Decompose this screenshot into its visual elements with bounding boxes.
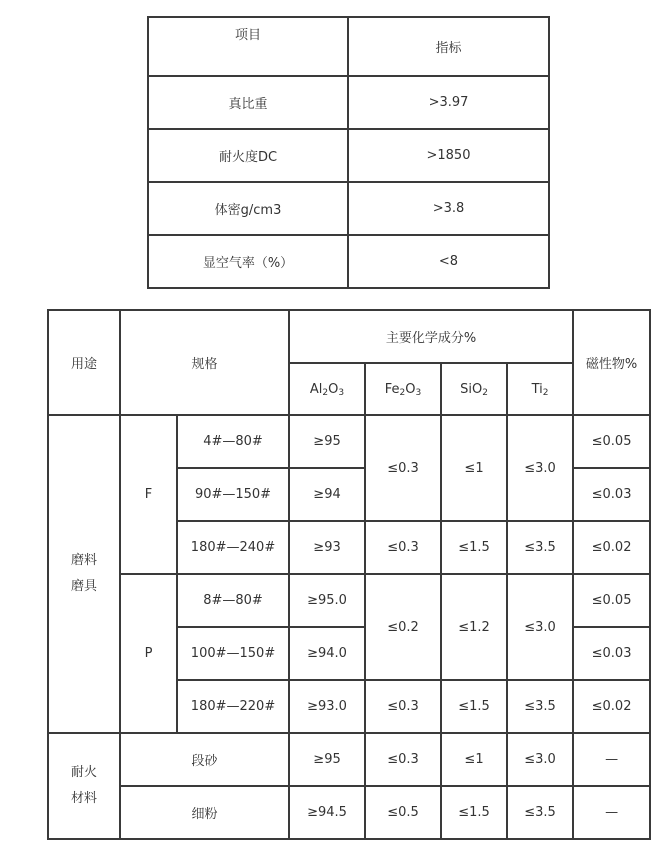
table-row xyxy=(148,182,549,235)
sio2-cell: ≤1.5 xyxy=(441,680,507,733)
size-cell: 180#—220# xyxy=(177,680,289,733)
property-name: 真比重 xyxy=(148,76,348,129)
property-value: >3.97 xyxy=(348,76,549,129)
table-row xyxy=(48,786,650,839)
property-value: >1850 xyxy=(348,129,549,182)
grade-f: F xyxy=(120,415,177,574)
fe2o3-cell: ≤0.3 xyxy=(365,415,441,521)
property-name: 体密g/cm3 xyxy=(148,182,348,235)
properties-table xyxy=(147,16,550,289)
fe2o3-cell: ≤0.3 xyxy=(365,521,441,574)
table-row xyxy=(148,235,549,288)
size-cell: 100#—150# xyxy=(177,627,289,680)
header-sio2: SiO$_2$ xyxy=(441,363,507,415)
al2o3-cell: ≥93 xyxy=(289,521,365,574)
magnetic-cell: — xyxy=(573,733,650,786)
size-cell: 8#—80# xyxy=(177,574,289,627)
magnetic-cell: ≤0.02 xyxy=(573,521,650,574)
magnetic-cell: ≤0.02 xyxy=(573,680,650,733)
property-value: >3.8 xyxy=(348,182,549,235)
ti2-cell: ≤3.5 xyxy=(507,680,573,733)
table-row xyxy=(48,415,650,468)
ti2-cell: ≤3.5 xyxy=(507,786,573,839)
header-fe2o3: $Fe_2O_3$ xyxy=(365,363,441,415)
table-row xyxy=(148,76,549,129)
al2o3-cell: ≥94.0 xyxy=(289,627,365,680)
al2o3-cell: ≥95.0 xyxy=(289,574,365,627)
ti2-cell: ≤3.0 xyxy=(507,415,573,521)
magnetic-cell: ≤0.05 xyxy=(573,574,650,627)
fe2o3-cell: ≤0.2 xyxy=(365,574,441,680)
spec-cell: 细粉 xyxy=(120,786,289,839)
fe2o3-cell: ≤0.3 xyxy=(365,733,441,786)
header-ti2: $Ti_2$ xyxy=(507,363,573,415)
header-item: 项目 xyxy=(148,17,348,76)
sio2-cell: ≤1.5 xyxy=(441,521,507,574)
al2o3-cell: ≥94.5 xyxy=(289,786,365,839)
al2o3-cell: ≥93.0 xyxy=(289,680,365,733)
al2o3-cell: ≥94 xyxy=(289,468,365,521)
table-row xyxy=(48,733,650,786)
al2o3-cell: ≥95 xyxy=(289,415,365,468)
fe2o3-cell: ≤0.3 xyxy=(365,680,441,733)
table-row xyxy=(48,574,650,627)
header-index: 指标 xyxy=(348,17,549,76)
magnetic-cell: ≤0.03 xyxy=(573,627,650,680)
header-usage: 用途 xyxy=(48,310,120,415)
ti2-cell: ≤3.0 xyxy=(507,574,573,680)
composition-table xyxy=(47,309,651,840)
table-row xyxy=(148,129,549,182)
size-cell: 90#—150# xyxy=(177,468,289,521)
magnetic-cell: ≤0.03 xyxy=(573,468,650,521)
sio2-cell: ≤1.5 xyxy=(441,786,507,839)
usage-refractory: 耐火 材料 xyxy=(48,733,120,839)
spec-cell: 段砂 xyxy=(120,733,289,786)
sio2-cell: ≤1 xyxy=(441,733,507,786)
grade-p: P xyxy=(120,574,177,733)
header-magnetic: 磁性物% xyxy=(573,310,650,415)
usage-abrasive: 磨料 磨具 xyxy=(48,415,120,733)
ti2-cell: ≤3.5 xyxy=(507,521,573,574)
table-row xyxy=(148,17,549,76)
size-cell: 4#—80# xyxy=(177,415,289,468)
ti2-cell: ≤3.0 xyxy=(507,733,573,786)
fe2o3-cell: ≤0.5 xyxy=(365,786,441,839)
sio2-cell: ≤1.2 xyxy=(441,574,507,680)
sio2-cell: ≤1 xyxy=(441,415,507,521)
header-composition: 主要化学成分% xyxy=(289,310,573,363)
property-name: 耐火度DC xyxy=(148,129,348,182)
al2o3-cell: ≥95 xyxy=(289,733,365,786)
header-al2o3: $Al_2O_3$ xyxy=(289,363,365,415)
property-name: 显空气率（%） xyxy=(148,235,348,288)
magnetic-cell: ≤0.05 xyxy=(573,415,650,468)
header-spec: 规格 xyxy=(120,310,289,415)
size-cell: 180#—240# xyxy=(177,521,289,574)
magnetic-cell: — xyxy=(573,786,650,839)
header-row xyxy=(48,310,650,363)
property-value: <8 xyxy=(348,235,549,288)
